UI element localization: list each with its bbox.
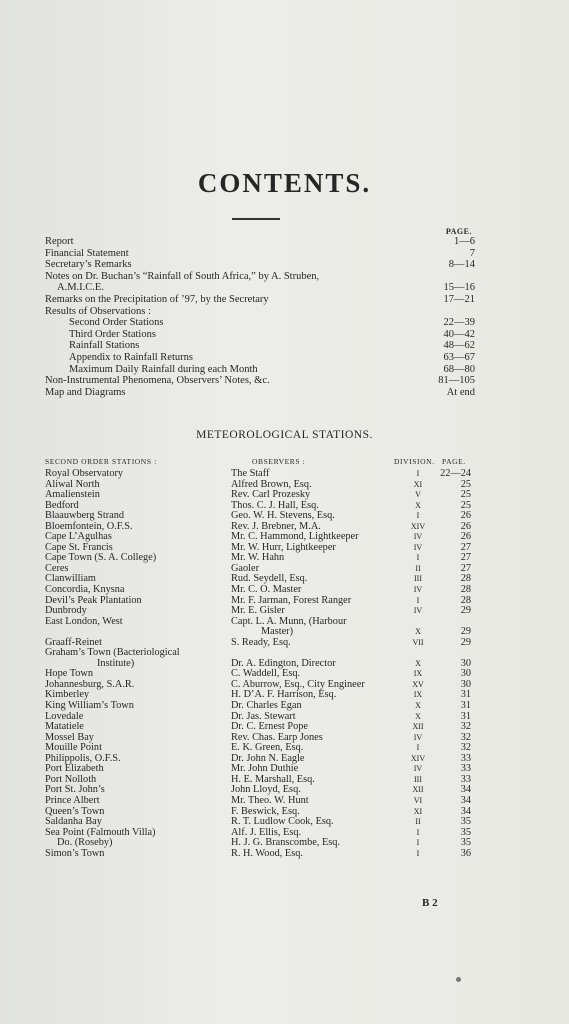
station-observer: Rud. Seydell, Esq. bbox=[231, 573, 308, 585]
toc-entry-title: Rainfall Stations bbox=[69, 340, 140, 352]
station-division: I bbox=[416, 595, 420, 605]
station-page: 33 bbox=[460, 773, 471, 785]
signature-mark: B 2 bbox=[422, 897, 438, 909]
station-observer: H. D’A. F. Harrison, Esq. bbox=[231, 689, 337, 701]
toc-entry bbox=[45, 282, 475, 294]
toc-entry bbox=[45, 294, 475, 306]
station-name: Bloemfontein, O.F.S. bbox=[45, 520, 133, 532]
station-division: IX bbox=[413, 669, 423, 679]
toc-entry-page: 63—67 bbox=[443, 351, 475, 363]
station-division: XII bbox=[412, 785, 424, 795]
station-observer: C. Aburrow, Esq., City Engineer bbox=[231, 678, 365, 690]
station-division: X bbox=[415, 627, 421, 637]
station-name: Cape L’Agulhas bbox=[45, 531, 112, 543]
station-division: IV bbox=[413, 542, 423, 552]
toc-entry-page: 17—21 bbox=[443, 293, 475, 305]
toc-entry-title: Maximum Daily Rainfall during each Month bbox=[69, 363, 258, 375]
station-name: Bedford bbox=[45, 499, 79, 511]
station-observer: Rev. Carl Prozesky bbox=[231, 489, 311, 501]
station-observer: Dr. John N. Eagle bbox=[231, 752, 305, 764]
station-page: 35 bbox=[460, 816, 471, 828]
station-observer: Alfred Brown, Esq. bbox=[231, 478, 312, 490]
toc-entry-title: Report bbox=[45, 236, 74, 247]
toc-entry-title: A.M.I.C.E. bbox=[57, 282, 104, 294]
station-observer: R. T. Ludlow Cook, Esq. bbox=[231, 816, 334, 828]
station-name: Kimberley bbox=[45, 689, 90, 701]
station-row bbox=[45, 553, 475, 564]
toc-entry-title: Results of Observations : bbox=[45, 305, 151, 317]
station-division: X bbox=[415, 711, 421, 721]
toc-entry bbox=[45, 317, 475, 329]
station-observer: Capt. L. A. Munn, (Harbour bbox=[231, 615, 347, 627]
toc-entry-title: Appendix to Rainfall Returns bbox=[69, 351, 193, 363]
paper-speck bbox=[456, 977, 461, 982]
station-page: 32 bbox=[460, 721, 471, 733]
station-name: Johannesburg, S.A.R. bbox=[45, 678, 135, 690]
station-observer: H. J. G. Branscombe, Esq. bbox=[231, 837, 340, 849]
station-division: III bbox=[414, 574, 422, 584]
station-observer: H. E. Marshall, Esq. bbox=[231, 773, 315, 785]
station-division: I bbox=[416, 838, 420, 848]
station-division: I bbox=[416, 743, 420, 753]
station-division: IV bbox=[413, 585, 423, 595]
station-name: Devil’s Peak Plantation bbox=[45, 594, 142, 606]
station-name: Simon’s Town bbox=[45, 847, 105, 859]
station-page: 31 bbox=[460, 689, 471, 701]
station-page: 29 bbox=[460, 636, 471, 648]
station-division: VII bbox=[412, 637, 424, 647]
station-name: Do. (Roseby) bbox=[57, 837, 113, 849]
toc-entry bbox=[45, 387, 475, 399]
station-page: 27 bbox=[460, 552, 471, 564]
station-name: Port Nolloth bbox=[45, 773, 97, 785]
toc-entry bbox=[45, 375, 475, 387]
station-page: 27 bbox=[460, 541, 471, 553]
station-page: 34 bbox=[460, 805, 471, 817]
toc-page-header: PAGE. bbox=[445, 227, 472, 236]
station-division: IV bbox=[413, 732, 423, 742]
toc-entry bbox=[45, 364, 475, 376]
column-header-division: DIVISION. bbox=[394, 457, 435, 466]
station-page: 32 bbox=[460, 742, 471, 754]
station-page: 31 bbox=[460, 710, 471, 722]
station-observer: Rev. Chas. Earp Jones bbox=[231, 731, 323, 743]
station-observer: Master) bbox=[261, 626, 294, 638]
station-observer: Mr. E. Gisler bbox=[231, 605, 285, 617]
station-observer: Dr. A. Edington, Director bbox=[231, 657, 336, 669]
station-page: 28 bbox=[460, 573, 471, 585]
station-page: 26 bbox=[460, 520, 471, 532]
station-observer: Geo. W. H. Stevens, Esq. bbox=[231, 510, 335, 522]
station-name: Blaauwberg Strand bbox=[45, 510, 125, 522]
section-title: METEOROLOGICAL STATIONS. bbox=[196, 429, 373, 441]
station-page: 28 bbox=[460, 584, 471, 596]
station-name: King William’s Town bbox=[45, 700, 134, 712]
station-division: X bbox=[415, 701, 421, 711]
station-division: II bbox=[415, 817, 421, 827]
toc-entry-title: Second Order Stations bbox=[69, 317, 164, 329]
station-observer: Thos. C. J. Hall, Esq. bbox=[231, 499, 319, 511]
toc-entry-page: 1—6 bbox=[454, 236, 475, 247]
station-page: 27 bbox=[460, 562, 471, 574]
station-page: 35 bbox=[460, 826, 471, 838]
station-page: 30 bbox=[460, 668, 471, 680]
toc-entry-title: Remarks on the Precipitation of ’97, by the Secretary bbox=[45, 293, 269, 305]
toc-entry-title: Financial Statement bbox=[45, 247, 129, 259]
station-page: 26 bbox=[460, 531, 471, 543]
station-division: IV bbox=[413, 532, 423, 542]
station-row bbox=[45, 469, 475, 480]
station-observer: Alf. J. Ellis, Esq. bbox=[231, 826, 302, 838]
station-observer: Mr. C. Hammond, Lightkeeper bbox=[231, 531, 359, 543]
station-observer: Dr. C. Ernest Pope bbox=[231, 721, 308, 733]
station-page: 33 bbox=[460, 752, 471, 764]
station-observer: Mr. W. Hahn bbox=[231, 552, 285, 564]
station-observer: F. Beswick, Esq. bbox=[231, 805, 300, 817]
station-row bbox=[45, 817, 475, 828]
toc-entry-page: At end bbox=[446, 386, 475, 398]
station-division: V bbox=[415, 490, 421, 500]
station-observer: R. H. Wood, Esq. bbox=[231, 847, 303, 859]
station-page: 25 bbox=[460, 478, 471, 490]
station-page: 31 bbox=[460, 700, 471, 712]
station-row bbox=[45, 701, 475, 712]
station-page: 36 bbox=[460, 847, 471, 859]
station-division: VI bbox=[413, 795, 423, 805]
station-observer: Mr. F. Jarman, Forest Ranger bbox=[231, 594, 352, 606]
station-page: 26 bbox=[460, 510, 471, 522]
station-page: 29 bbox=[460, 626, 471, 638]
toc-entry bbox=[45, 248, 475, 260]
station-name: East London, West bbox=[45, 615, 123, 627]
toc-entry bbox=[45, 352, 475, 364]
station-name: Institute) bbox=[97, 657, 135, 669]
toc-entry-title: Non-Instrumental Phenomena, Observers’ Notes, &c. bbox=[45, 375, 270, 387]
toc-entry-title: Map and Diagrams bbox=[45, 386, 126, 398]
station-page: 32 bbox=[460, 731, 471, 743]
toc-entry-page: 7 bbox=[469, 247, 475, 259]
toc-entry-page: 8—14 bbox=[448, 259, 475, 271]
toc-entry-page: 81—105 bbox=[438, 375, 475, 387]
station-name: Amalienstein bbox=[45, 489, 100, 501]
station-division: XII bbox=[412, 722, 424, 732]
station-name: Queen’s Town bbox=[45, 805, 105, 817]
station-division: XIV bbox=[410, 521, 426, 531]
toc-entry-title: Secretary’s Remarks bbox=[45, 259, 132, 271]
station-division: I bbox=[416, 469, 420, 478]
toc-entry bbox=[45, 306, 475, 318]
toc-entry-page: 48—62 bbox=[443, 340, 475, 352]
station-division: II bbox=[415, 563, 421, 573]
station-division: IV bbox=[413, 606, 423, 616]
station-name: Prince Albert bbox=[45, 794, 100, 806]
station-observer: S. Ready, Esq. bbox=[231, 636, 291, 648]
station-division: X bbox=[415, 500, 421, 510]
station-page: 34 bbox=[460, 794, 471, 806]
station-name: Cape St. Francis bbox=[45, 541, 113, 553]
station-page: 25 bbox=[460, 499, 471, 511]
station-observer: C. Waddell, Esq. bbox=[231, 668, 301, 680]
station-observer: Dr. Jas. Stewart bbox=[231, 710, 296, 722]
station-name: Philippolis, O.F.S. bbox=[45, 752, 121, 764]
station-division: XI bbox=[413, 479, 423, 489]
station-name: Graham’s Town (Bacteriological bbox=[45, 647, 180, 659]
station-name: Saldanha Bay bbox=[45, 816, 102, 828]
toc-entry bbox=[45, 340, 475, 352]
station-division: IX bbox=[413, 690, 423, 700]
station-page: 28 bbox=[460, 594, 471, 606]
station-name: Cape Town (S. A. College) bbox=[45, 552, 157, 564]
station-name: Mouille Point bbox=[45, 742, 102, 754]
station-name: Port Elizabeth bbox=[45, 763, 104, 775]
toc-entry-page: 68—80 bbox=[443, 363, 475, 375]
toc-entry bbox=[45, 259, 475, 271]
station-name: Dunbrody bbox=[45, 605, 87, 617]
station-row bbox=[45, 617, 475, 628]
station-division: I bbox=[416, 511, 420, 521]
station-page: 29 bbox=[460, 605, 471, 617]
station-observer: Mr. W. Hurr, Lightkeeper bbox=[231, 541, 336, 553]
station-page: 22—24 bbox=[440, 468, 471, 479]
toc-entry-title: Notes on Dr. Buchan’s “Rainfall of South Africa,” by A. Struben, bbox=[45, 270, 320, 282]
station-observer: Mr. C. O. Master bbox=[231, 584, 302, 596]
station-division: I bbox=[416, 848, 420, 858]
station-observer: Dr. Charles Egan bbox=[231, 700, 302, 712]
station-name: Aliwal North bbox=[45, 478, 100, 490]
station-page: 30 bbox=[460, 657, 471, 669]
station-observer: Rev. J. Brebner, M.A. bbox=[231, 520, 321, 532]
station-division: XIV bbox=[410, 753, 426, 763]
station-name: Sea Point (Falmouth Villa) bbox=[45, 826, 156, 838]
station-page: 33 bbox=[460, 763, 471, 775]
station-division: I bbox=[416, 553, 420, 563]
station-division: XI bbox=[413, 806, 423, 816]
page-title: CONTENTS. bbox=[197, 168, 372, 198]
toc-entry-page: 22—39 bbox=[443, 317, 475, 329]
station-name: Lovedale bbox=[45, 710, 84, 722]
station-page: 34 bbox=[460, 784, 471, 796]
station-name: Hope Town bbox=[45, 668, 93, 680]
column-header-page: PAGE. bbox=[442, 457, 466, 466]
station-name: Graaff-Reinet bbox=[45, 636, 102, 648]
station-name: Concordia, Knysna bbox=[45, 584, 125, 596]
station-row bbox=[45, 849, 475, 860]
station-name: Mossel Bay bbox=[45, 731, 94, 743]
station-name: Clanwilliam bbox=[45, 573, 96, 585]
column-header-observers: OBSERVERS : bbox=[252, 457, 306, 466]
toc-entry bbox=[45, 236, 475, 248]
station-page: 30 bbox=[460, 678, 471, 690]
station-row bbox=[45, 585, 475, 596]
toc-entry-page: 40—42 bbox=[443, 328, 475, 340]
station-division: III bbox=[414, 774, 422, 784]
table-of-contents bbox=[45, 236, 475, 398]
station-name: Port St. John’s bbox=[45, 784, 105, 796]
title-rule bbox=[232, 218, 280, 220]
station-division: XV bbox=[412, 679, 424, 689]
toc-entry-page: 15—16 bbox=[443, 282, 475, 294]
station-name: Ceres bbox=[45, 562, 69, 574]
station-division: I bbox=[416, 827, 420, 837]
toc-entry bbox=[45, 329, 475, 341]
column-header-stations: SECOND ORDER STATIONS : bbox=[45, 457, 157, 466]
station-observer: E. K. Green, Esq. bbox=[231, 742, 304, 754]
stations-table bbox=[45, 469, 475, 859]
station-observer: Mr. John Duthie bbox=[231, 763, 299, 775]
station-observer: John Lloyd, Esq. bbox=[231, 784, 301, 796]
station-name: Royal Observatory bbox=[45, 468, 124, 479]
station-row bbox=[45, 796, 475, 807]
station-observer: Gaoler bbox=[231, 562, 260, 574]
station-observer: Mr. Theo. W. Hunt bbox=[231, 794, 309, 806]
station-page: 25 bbox=[460, 489, 471, 501]
station-observer: The Staff bbox=[231, 468, 270, 479]
station-division: X bbox=[415, 658, 421, 668]
station-page: 35 bbox=[460, 837, 471, 849]
station-division: IV bbox=[413, 764, 423, 774]
toc-entry bbox=[45, 271, 475, 283]
toc-entry-title: Third Order Stations bbox=[69, 328, 156, 340]
station-name: Matatiele bbox=[45, 721, 84, 733]
